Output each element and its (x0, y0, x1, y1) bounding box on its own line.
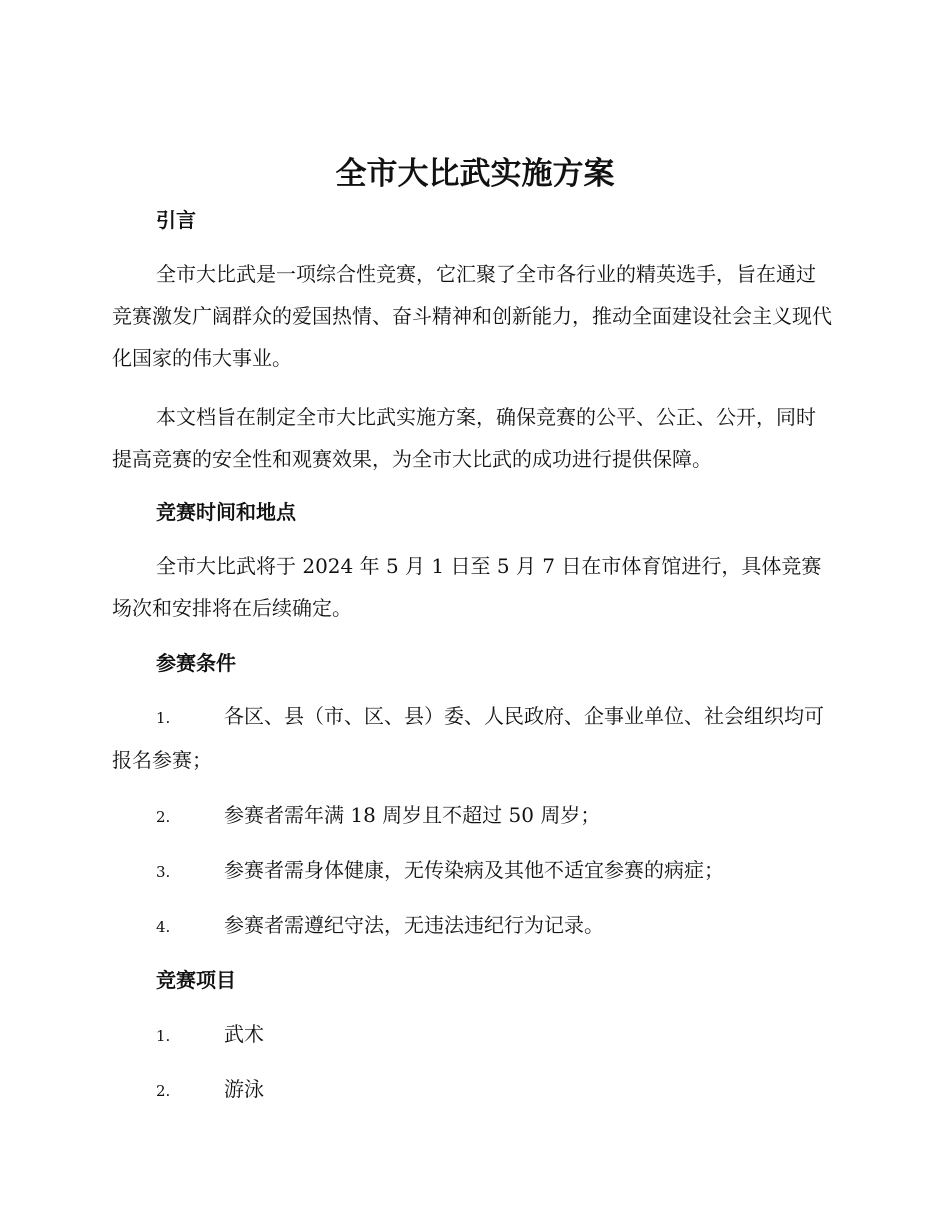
intro-paragraph-1: 全市大比武是一项综合性竞赛，它汇聚了全市各行业的精英选手，旨在通过竞赛激发广阔群众的爱国热情、奋斗精神和创新能力，推动全面建设社会主义现代化国家的伟大事业。 (112, 262, 832, 370)
list-item-text: 武术 (224, 1022, 264, 1046)
list-item-text: 游泳 (224, 1077, 264, 1101)
intro-paragraph-2: 本文档旨在制定全市大比武实施方案，确保竞赛的公平、公正、公开，同时提高竞赛的安全性和观赛效果，为全市大比武的成功进行提供保障。 (112, 405, 816, 471)
conditions-list-item (112, 901, 832, 951)
list-item-text: 参赛者需遵纪守法，无违法违纪行为记录。 (224, 913, 604, 937)
list-item-number: 2. (156, 808, 171, 826)
list-item-number: 2. (156, 1082, 171, 1100)
list-item-number: 1. (156, 1027, 171, 1045)
section-heading-conditions: 参赛条件 (156, 651, 236, 675)
section-heading-events: 竞赛项目 (156, 968, 236, 992)
list-item-text: 参赛者需身体健康，无传染病及其他不适宜参赛的病症； (224, 858, 724, 882)
conditions-list-item (112, 791, 832, 841)
list-item-number: 1. (156, 709, 171, 727)
list-item-text: 参赛者需年满 18 周岁且不超过 50 周岁； (224, 803, 601, 827)
events-list-item (112, 1010, 832, 1060)
section-heading-time-place: 竞赛时间和地点 (156, 500, 296, 524)
list-item-number: 3. (156, 863, 171, 881)
list-item-number: 4. (156, 918, 171, 936)
document-title: 全市大比武实施方案 (335, 156, 615, 192)
section-heading-intro: 引言 (156, 208, 196, 232)
conditions-list-item (112, 846, 832, 896)
conditions-list-item (112, 695, 832, 781)
events-list-item (112, 1065, 832, 1115)
list-item-text: 各区、县（市、区、县）委、人民政府、企事业单位、社会组织均可报名参赛； (112, 704, 824, 772)
time-place-paragraph: 全市大比武将于 2024 年 5 月 1 日至 5 月 7 日在市体育馆进行，具体竞赛场次和安排将在后续确定。 (112, 554, 822, 620)
